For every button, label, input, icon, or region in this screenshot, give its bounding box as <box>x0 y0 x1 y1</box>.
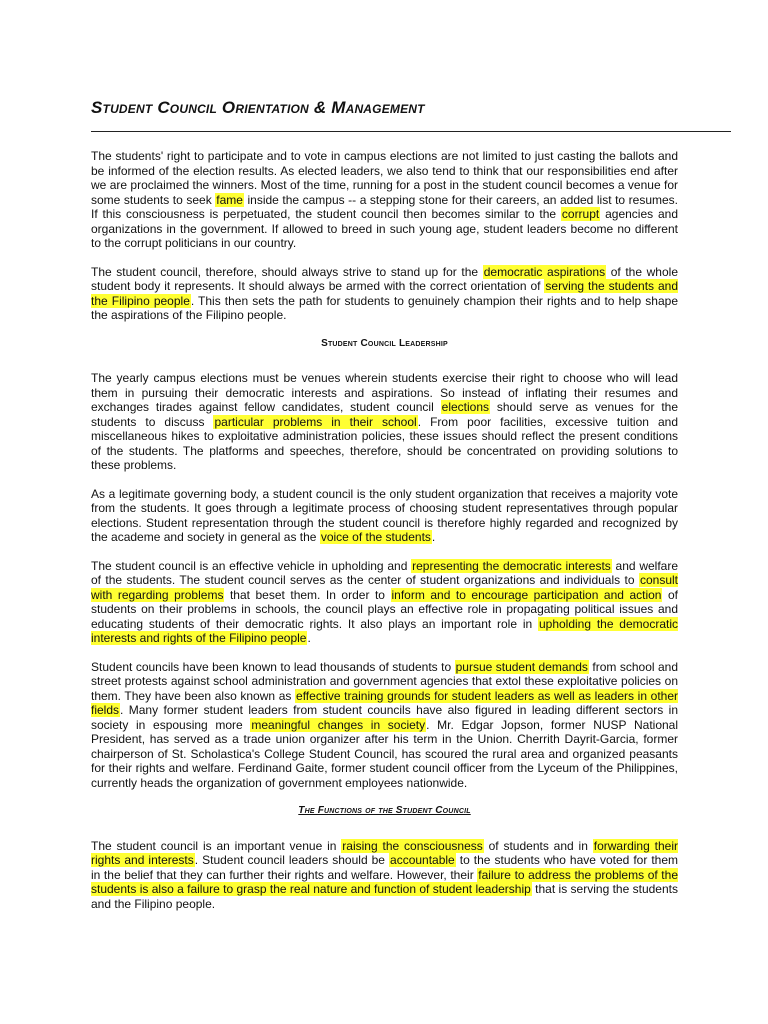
section-heading-leadership: Student Council Leadership <box>321 337 448 349</box>
paragraph <box>91 149 678 251</box>
section-heading-functions: The Functions of the Student Council <box>298 805 471 816</box>
functions-section <box>91 839 678 912</box>
paragraph <box>91 839 678 912</box>
highlighted-text: voice of the students <box>320 530 431 544</box>
highlighted-text: failure to address the problems of the students is also a failure to grasp the real nature and function of student leadership <box>91 867 678 896</box>
paragraph <box>91 660 678 791</box>
document-body <box>91 149 678 925</box>
highlighted-text: raising the consciousness <box>342 838 483 853</box>
text-run: The student council is an effective vehicle in upholding and <box>91 558 412 573</box>
title-rule <box>91 131 731 132</box>
paragraph <box>91 265 678 323</box>
text-run: Student councils have been known to lead thousands of students to <box>91 659 455 674</box>
text-run: The student council is an important venue in <box>91 838 342 853</box>
text-run: that is serving the students and the Filipino people. <box>91 882 678 911</box>
text-run: . From poor facilities, excessive tuition and miscellaneous hikes to exploitative administration policies, these issues should reflect the present conditions of the students. The platforms and speeches, therefore, should be concentrated on providing solutions to these problems. <box>91 414 678 472</box>
highlighted-text: forwarding their rights and interests <box>91 838 678 867</box>
text-run: . This then sets the path for students to genuinely champion their rights and to help shape the aspirations of the Filipino people. <box>91 293 678 322</box>
text-run: . <box>431 530 436 544</box>
text-run: of students and in <box>483 838 593 853</box>
highlighted-text: upholding the democratic interests and rights of the Filipino people <box>91 616 678 645</box>
text-run: . <box>307 631 311 645</box>
text-run: to the students who have voted for them in the belief that they can further their rights and welfare. However, their <box>91 853 679 882</box>
text-run: and welfare of the students. The student council serves as the center of student organizations and individuals to <box>91 558 679 587</box>
text-run: that beset them. In order to <box>224 587 391 602</box>
text-run: The yearly campus elections must be venues wherein students exercise their right to choose who will lead them in pursuing their democratic interests and aspirations. So instead of inflating their resumes and exchanges tirades against fellow candidates, student council <box>91 371 678 414</box>
highlighted-text: effective training grounds for student leaders as well as leaders in other fields <box>91 688 678 717</box>
text-run: from school and street protests against school administration and government agencies that extol these exploitative policies on them. They have been also known as <box>91 659 679 703</box>
text-run: . Mr. Edgar Jopson, former NUSP National President, has served as a trade union organizer after his term in the Union. Cherrith Dayrit-Garcia, former chairperson of St. Scholastica's College Student Council, has scoured the rural area and organized peasants for their rights and welfare. Ferdinand Gaite, former student council officer from the Lyceum of the Philippines, currently heads the organization of government employees nationwide. <box>91 717 679 790</box>
highlighted-text: inform and to encourage participation and action <box>391 587 662 602</box>
paragraph <box>91 487 678 545</box>
paragraph <box>91 371 678 473</box>
text-run: should serve as venues for the students to discuss <box>91 400 679 429</box>
intro-section <box>91 149 678 323</box>
text-run: As a legitimate governing body, a student council is the only student organization that receives a majority vote from the students. It goes through a legitimate process of choosing student representatives through popular elections. Student representation through the student council is therefore highly regarded and recognized by the academe and society in general as the <box>91 486 678 544</box>
text-run: . Student council leaders should be <box>194 853 390 867</box>
highlighted-text: particular problems in their school <box>214 414 417 429</box>
text-run: inside the campus -- a stepping stone for their careers, an added list to resumes. If this consciousness is perpetuated, the student council then becomes similar to the <box>91 192 678 221</box>
highlighted-text: elections <box>441 400 490 414</box>
highlighted-text: fame <box>216 192 243 207</box>
highlighted-text: pursue student demands <box>455 659 588 674</box>
highlighted-text: meaningful changes in society <box>251 717 426 732</box>
highlighted-text: democratic aspirations <box>483 264 606 279</box>
text-run: . Many former student leaders from student councils have also figured in leading different sectors in society in espousing more <box>91 703 678 732</box>
highlighted-text: corrupt <box>561 207 600 221</box>
highlighted-text: serving the students and the Filipino people <box>91 279 678 308</box>
text-run: of the whole student body it represents. It should always be armed with the correct orientation of <box>91 264 678 293</box>
document-title: Student Council Orientation & Management <box>91 98 425 117</box>
text-run: The student council, therefore, should always strive to stand up for the <box>91 264 483 279</box>
highlighted-text: accountable <box>390 853 455 867</box>
text-run: agencies and organizations in the government. If allowed to breed in such young age, student leaders become no different to the corrupt politicians in our country. <box>91 207 678 250</box>
text-run: The students' right to participate and to vote in campus elections are not limited to just casting the ballots and be informed of the election results. As elected leaders, we also tend to think that our responsibilities end after we are proclaimed the winners. Most of the time, running for a post in the student council becomes a venue for some students to seek <box>91 149 678 207</box>
highlighted-text: representing the democratic interests <box>412 558 611 573</box>
text-run: of students on their problems in schools, the council plays an effective role in propagating political issues and educating students of their democratic rights. It also plays an important role in <box>91 587 678 631</box>
paragraph <box>91 559 678 646</box>
leadership-section <box>91 371 678 790</box>
highlighted-text: consult with regarding problems <box>91 573 678 602</box>
